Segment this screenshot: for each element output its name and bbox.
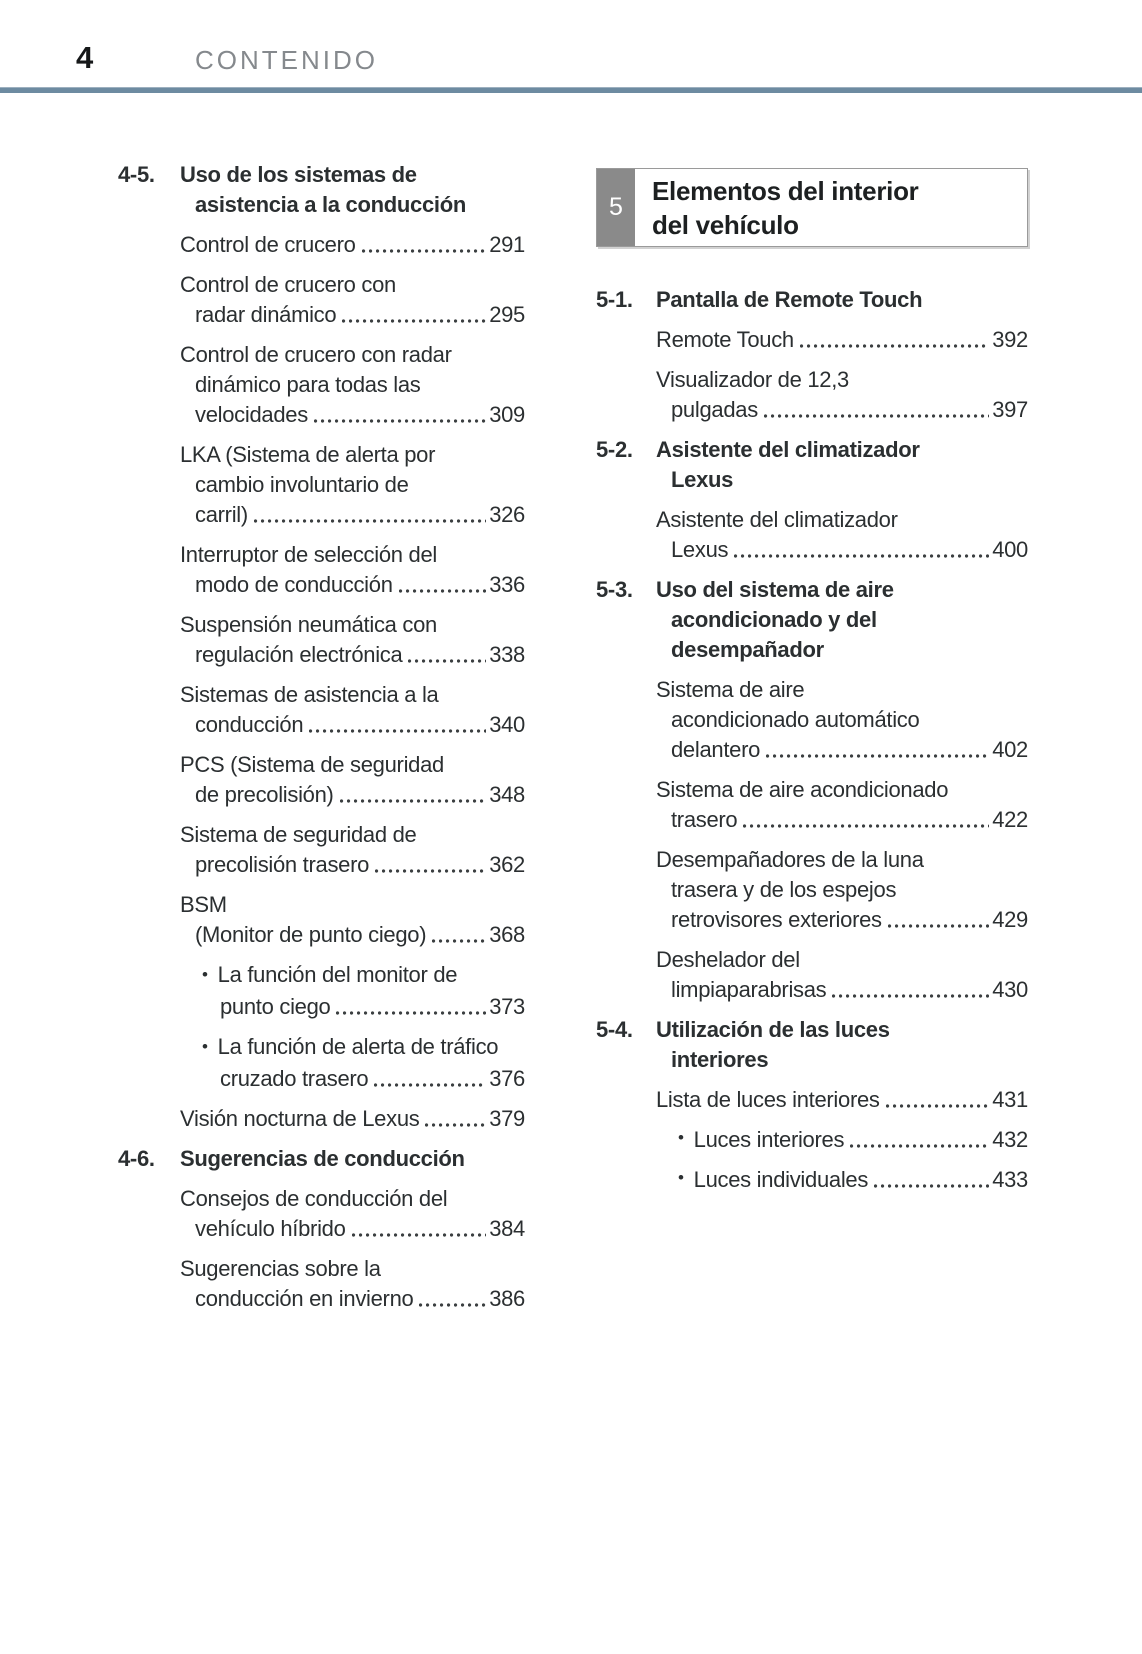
toc-entry-text-line: acondicionado automático: [671, 707, 920, 732]
toc-section-title-line: desempañador: [671, 637, 824, 662]
toc-entry-text-line: LKA (Sistema de alerta por: [180, 442, 436, 467]
toc-entry[interactable]: [118, 680, 525, 740]
toc-entry-text-line: Sistemas de asistencia a la: [180, 682, 439, 707]
toc-entry-text: Remote Touch: [656, 327, 794, 352]
toc-entry[interactable]: [118, 340, 525, 430]
toc-entry-last-line: [656, 535, 1028, 565]
dot-leader: [336, 1011, 486, 1015]
toc-entry-text: radar dinámico: [195, 302, 337, 327]
toc-page-number: 431: [992, 1087, 1028, 1112]
toc-entry-text: carril): [195, 502, 248, 527]
chapter-heading-box: [596, 168, 1028, 247]
toc-entry-text-line: Visualizador de 12,3: [656, 367, 849, 392]
dot-leader: [419, 1303, 486, 1307]
dot-leader: [399, 589, 487, 593]
dot-leader: [375, 869, 486, 873]
dot-leader: [764, 414, 989, 418]
dot-leader: [850, 1144, 989, 1148]
dot-leader: [342, 319, 486, 323]
toc-page-number: 433: [992, 1167, 1028, 1192]
toc-section-title-line: Sugerencias de conducción: [180, 1146, 465, 1171]
toc-entry-text: Luces individuales: [693, 1167, 869, 1192]
dot-leader: [254, 519, 486, 523]
toc-section-number: 5-2.: [596, 437, 633, 462]
toc-page-number: 348: [489, 782, 525, 807]
dot-leader: [314, 419, 486, 423]
toc-section-number: 5-1.: [596, 287, 633, 312]
toc-entry-text-line: Consejos de conducción del: [180, 1186, 448, 1211]
toc-entry-last-line: [180, 640, 525, 670]
toc-page-number: 422: [992, 807, 1028, 832]
toc-entry-text: Lexus: [671, 537, 729, 562]
toc-entry-text: conducción en invierno: [195, 1286, 414, 1311]
toc-entry-text-line: [180, 1032, 525, 1064]
toc-entry[interactable]: [596, 1165, 1028, 1195]
toc-entry-last-line: [656, 1165, 1028, 1195]
toc-entry-text: La función del monitor de: [217, 962, 458, 987]
toc-page-number: 368: [489, 922, 525, 947]
toc-entry-last-line: [180, 230, 525, 260]
toc-entry-last-line: [656, 975, 1028, 1005]
toc-entry[interactable]: [118, 890, 525, 950]
toc-entry-text: punto ciego: [220, 994, 331, 1019]
toc-entry[interactable]: [596, 1125, 1028, 1155]
dot-leader: [874, 1184, 989, 1188]
toc-page-number: 340: [489, 712, 525, 737]
toc-entry-text-line: cambio involuntario de: [195, 472, 409, 497]
toc-entry-text: Lista de luces interiores: [656, 1087, 880, 1112]
dot-leader: [734, 554, 989, 558]
toc-entry-last-line: [180, 570, 525, 600]
toc-entry[interactable]: [118, 1184, 525, 1244]
toc-entry-last-line: [656, 325, 1028, 355]
dot-leader: [886, 1104, 990, 1108]
toc-section-number: 4-5.: [118, 162, 155, 187]
toc-entry-last-line: [656, 805, 1028, 835]
bullet-icon: •: [678, 1128, 684, 1147]
toc-entry-text-line: Deshelador del: [656, 947, 800, 972]
toc-section-title-line: Pantalla de Remote Touch: [656, 287, 923, 312]
toc-section-heading: [596, 435, 1028, 495]
toc-entry-text-line: Asistente del climatizador: [656, 507, 898, 532]
toc-section-heading: [596, 575, 1028, 665]
dot-leader: [352, 1233, 487, 1237]
toc-entry[interactable]: [596, 775, 1028, 835]
toc-entry[interactable]: [118, 960, 525, 1022]
toc-entry[interactable]: [118, 1104, 525, 1134]
toc-entry-text-line: Sistema de aire: [656, 677, 805, 702]
toc-section-heading: [118, 160, 525, 220]
toc-entry-text: (Monitor de punto ciego): [195, 922, 427, 947]
toc-entry-last-line: [180, 300, 525, 330]
toc-section-title-line: Uso de los sistemas de: [180, 162, 417, 187]
chapter-title: [635, 169, 918, 246]
toc-entry-text-line: BSM: [180, 892, 227, 917]
toc-entry-text: de precolisión): [195, 782, 334, 807]
toc-entry[interactable]: [596, 1085, 1028, 1115]
toc-section-title-line: Utilización de las luces: [656, 1017, 890, 1042]
toc-page-number: 402: [992, 737, 1028, 762]
toc-entry-text-line: Desempañadores de la luna: [656, 847, 924, 872]
toc-entry-last-line: [180, 920, 525, 950]
toc-entry-text-line: Interruptor de selección del: [180, 542, 437, 567]
toc-entry-last-line: [656, 735, 1028, 765]
bullet-icon: •: [202, 1037, 208, 1056]
toc-entry-last-line: [180, 400, 525, 430]
toc-entry[interactable]: [118, 1032, 525, 1094]
toc-page-number: 429: [992, 907, 1028, 932]
toc-entry-text-line: Sistema de aire acondicionado: [656, 777, 949, 802]
dot-leader: [832, 994, 989, 998]
toc-entry-last-line: [656, 1125, 1028, 1155]
toc-section-heading: [118, 1144, 525, 1174]
toc-entry-text: cruzado trasero: [220, 1066, 369, 1091]
toc-page-number: 295: [489, 302, 525, 327]
toc-entry[interactable]: [118, 610, 525, 670]
toc-entry[interactable]: [596, 505, 1028, 565]
toc-entry[interactable]: [596, 365, 1028, 425]
toc-page-number: 362: [489, 852, 525, 877]
header-rule: [0, 87, 1142, 93]
dot-leader: [432, 939, 486, 943]
toc-entry-text-line: Control de crucero con radar: [180, 342, 452, 367]
toc-entry-text-line: Control de crucero con: [180, 272, 396, 297]
toc-column-right: [596, 168, 1028, 1205]
toc-entry[interactable]: [118, 230, 525, 260]
toc-entry-text: regulación electrónica: [195, 642, 403, 667]
toc-entry-text-line: Sugerencias sobre la: [180, 1256, 381, 1281]
toc-entry[interactable]: [596, 845, 1028, 935]
toc-page-number: 376: [489, 1066, 525, 1091]
dot-leader: [408, 659, 486, 663]
toc-entry-last-line: [180, 710, 525, 740]
toc-page-number: 384: [489, 1216, 525, 1241]
page-title: CONTENIDO: [195, 45, 378, 75]
toc-entry-last-line: [656, 395, 1028, 425]
toc-section-title-line: interiores: [671, 1047, 769, 1072]
toc-entry-text: limpiaparabrisas: [671, 977, 827, 1002]
toc-entry-text: velocidades: [195, 402, 308, 427]
toc-entry[interactable]: [596, 945, 1028, 1005]
dot-leader: [309, 729, 486, 733]
toc-entry-text-line: dinámico para todas las: [195, 372, 421, 397]
toc-entry[interactable]: [596, 675, 1028, 765]
toc-entry-last-line: [180, 1064, 525, 1094]
chapter-title-line: Elementos del interior: [652, 175, 919, 206]
toc-entry-text: Luces interiores: [693, 1127, 845, 1152]
toc-section-number: 4-6.: [118, 1146, 155, 1171]
toc-entry-text-line: Sistema de seguridad de: [180, 822, 417, 847]
toc-entry[interactable]: [118, 750, 525, 810]
toc-page-number: 386: [489, 1286, 525, 1311]
toc-entry-text: vehículo híbrido: [195, 1216, 346, 1241]
toc-page-number: 379: [489, 1106, 525, 1131]
dot-leader: [743, 824, 989, 828]
toc-page-number: 432: [992, 1127, 1028, 1152]
toc-entry[interactable]: [596, 325, 1028, 355]
toc-entry-last-line: [180, 992, 525, 1022]
dot-leader: [374, 1083, 486, 1087]
toc-section-title-line: asistencia a la conducción: [195, 192, 466, 217]
toc-entry-last-line: [180, 1214, 525, 1244]
toc-entry[interactable]: [118, 1254, 525, 1314]
toc-entry-last-line: [180, 780, 525, 810]
dot-leader: [766, 754, 989, 758]
toc-page-number: 397: [992, 397, 1028, 422]
toc-entry[interactable]: [118, 820, 525, 880]
toc-entry-text: delantero: [671, 737, 761, 762]
toc-entry-text: Control de crucero: [180, 232, 356, 257]
toc-entry-text: conducción: [195, 712, 304, 737]
toc-entry-text: trasero: [671, 807, 738, 832]
toc-page-number: 326: [489, 502, 525, 527]
toc-entry-text-line: trasera y de los espejos: [671, 877, 897, 902]
toc-entry-text: retrovisores exteriores: [671, 907, 882, 932]
toc-entry[interactable]: [118, 440, 525, 530]
dot-leader: [340, 799, 487, 803]
toc-entry-text-line: [180, 960, 525, 992]
toc-page-number: 309: [489, 402, 525, 427]
toc-entry-text: La función de alerta de tráfico: [217, 1034, 499, 1059]
toc-section-number: 5-3.: [596, 577, 633, 602]
toc-entry[interactable]: [118, 270, 525, 330]
toc-page-number: 400: [992, 537, 1028, 562]
chapter-title-line: del vehículo: [652, 209, 799, 240]
toc-entry-text-line: Suspensión neumática con: [180, 612, 437, 637]
toc-entry-text-line: PCS (Sistema de seguridad: [180, 752, 444, 777]
toc-entry-text: Visión nocturna de Lexus: [180, 1106, 420, 1131]
toc-section-title-line: Uso del sistema de aire: [656, 577, 894, 602]
toc-entry-last-line: [180, 1284, 525, 1314]
toc-entry[interactable]: [118, 540, 525, 600]
toc-entry-last-line: [180, 500, 525, 530]
toc-page-number: 430: [992, 977, 1028, 1002]
chapter-number-badge: 5: [597, 169, 635, 246]
toc-section-title-line: acondicionado y del: [671, 607, 877, 632]
bullet-icon: •: [678, 1168, 684, 1187]
toc-entry-last-line: [656, 1085, 1028, 1115]
toc-section-title-line: Asistente del climatizador: [656, 437, 920, 462]
toc-section-heading: [596, 285, 1028, 315]
dot-leader: [425, 1123, 486, 1127]
dot-leader: [800, 344, 989, 348]
toc-page-number: 392: [992, 327, 1028, 352]
toc-section-number: 5-4.: [596, 1017, 633, 1042]
toc-entry-text: pulgadas: [671, 397, 758, 422]
toc-entry-text: precolisión trasero: [195, 852, 370, 877]
toc-section-title-line: Lexus: [671, 467, 734, 492]
toc-page-number: 336: [489, 572, 525, 597]
toc-page-number: 373: [489, 994, 525, 1019]
page-number: 4: [76, 40, 94, 75]
dot-leader: [888, 924, 989, 928]
toc-page-number: 338: [489, 642, 525, 667]
toc-column-left: [118, 160, 525, 1324]
toc-entry-last-line: [180, 850, 525, 880]
bullet-icon: •: [202, 965, 208, 984]
toc-entry-last-line: [180, 1104, 525, 1134]
toc-section-heading: [596, 1015, 1028, 1075]
toc-page-number: 291: [489, 232, 525, 257]
toc-entry-last-line: [656, 905, 1028, 935]
toc-entry-text: modo de conducción: [195, 572, 393, 597]
dot-leader: [362, 249, 487, 253]
